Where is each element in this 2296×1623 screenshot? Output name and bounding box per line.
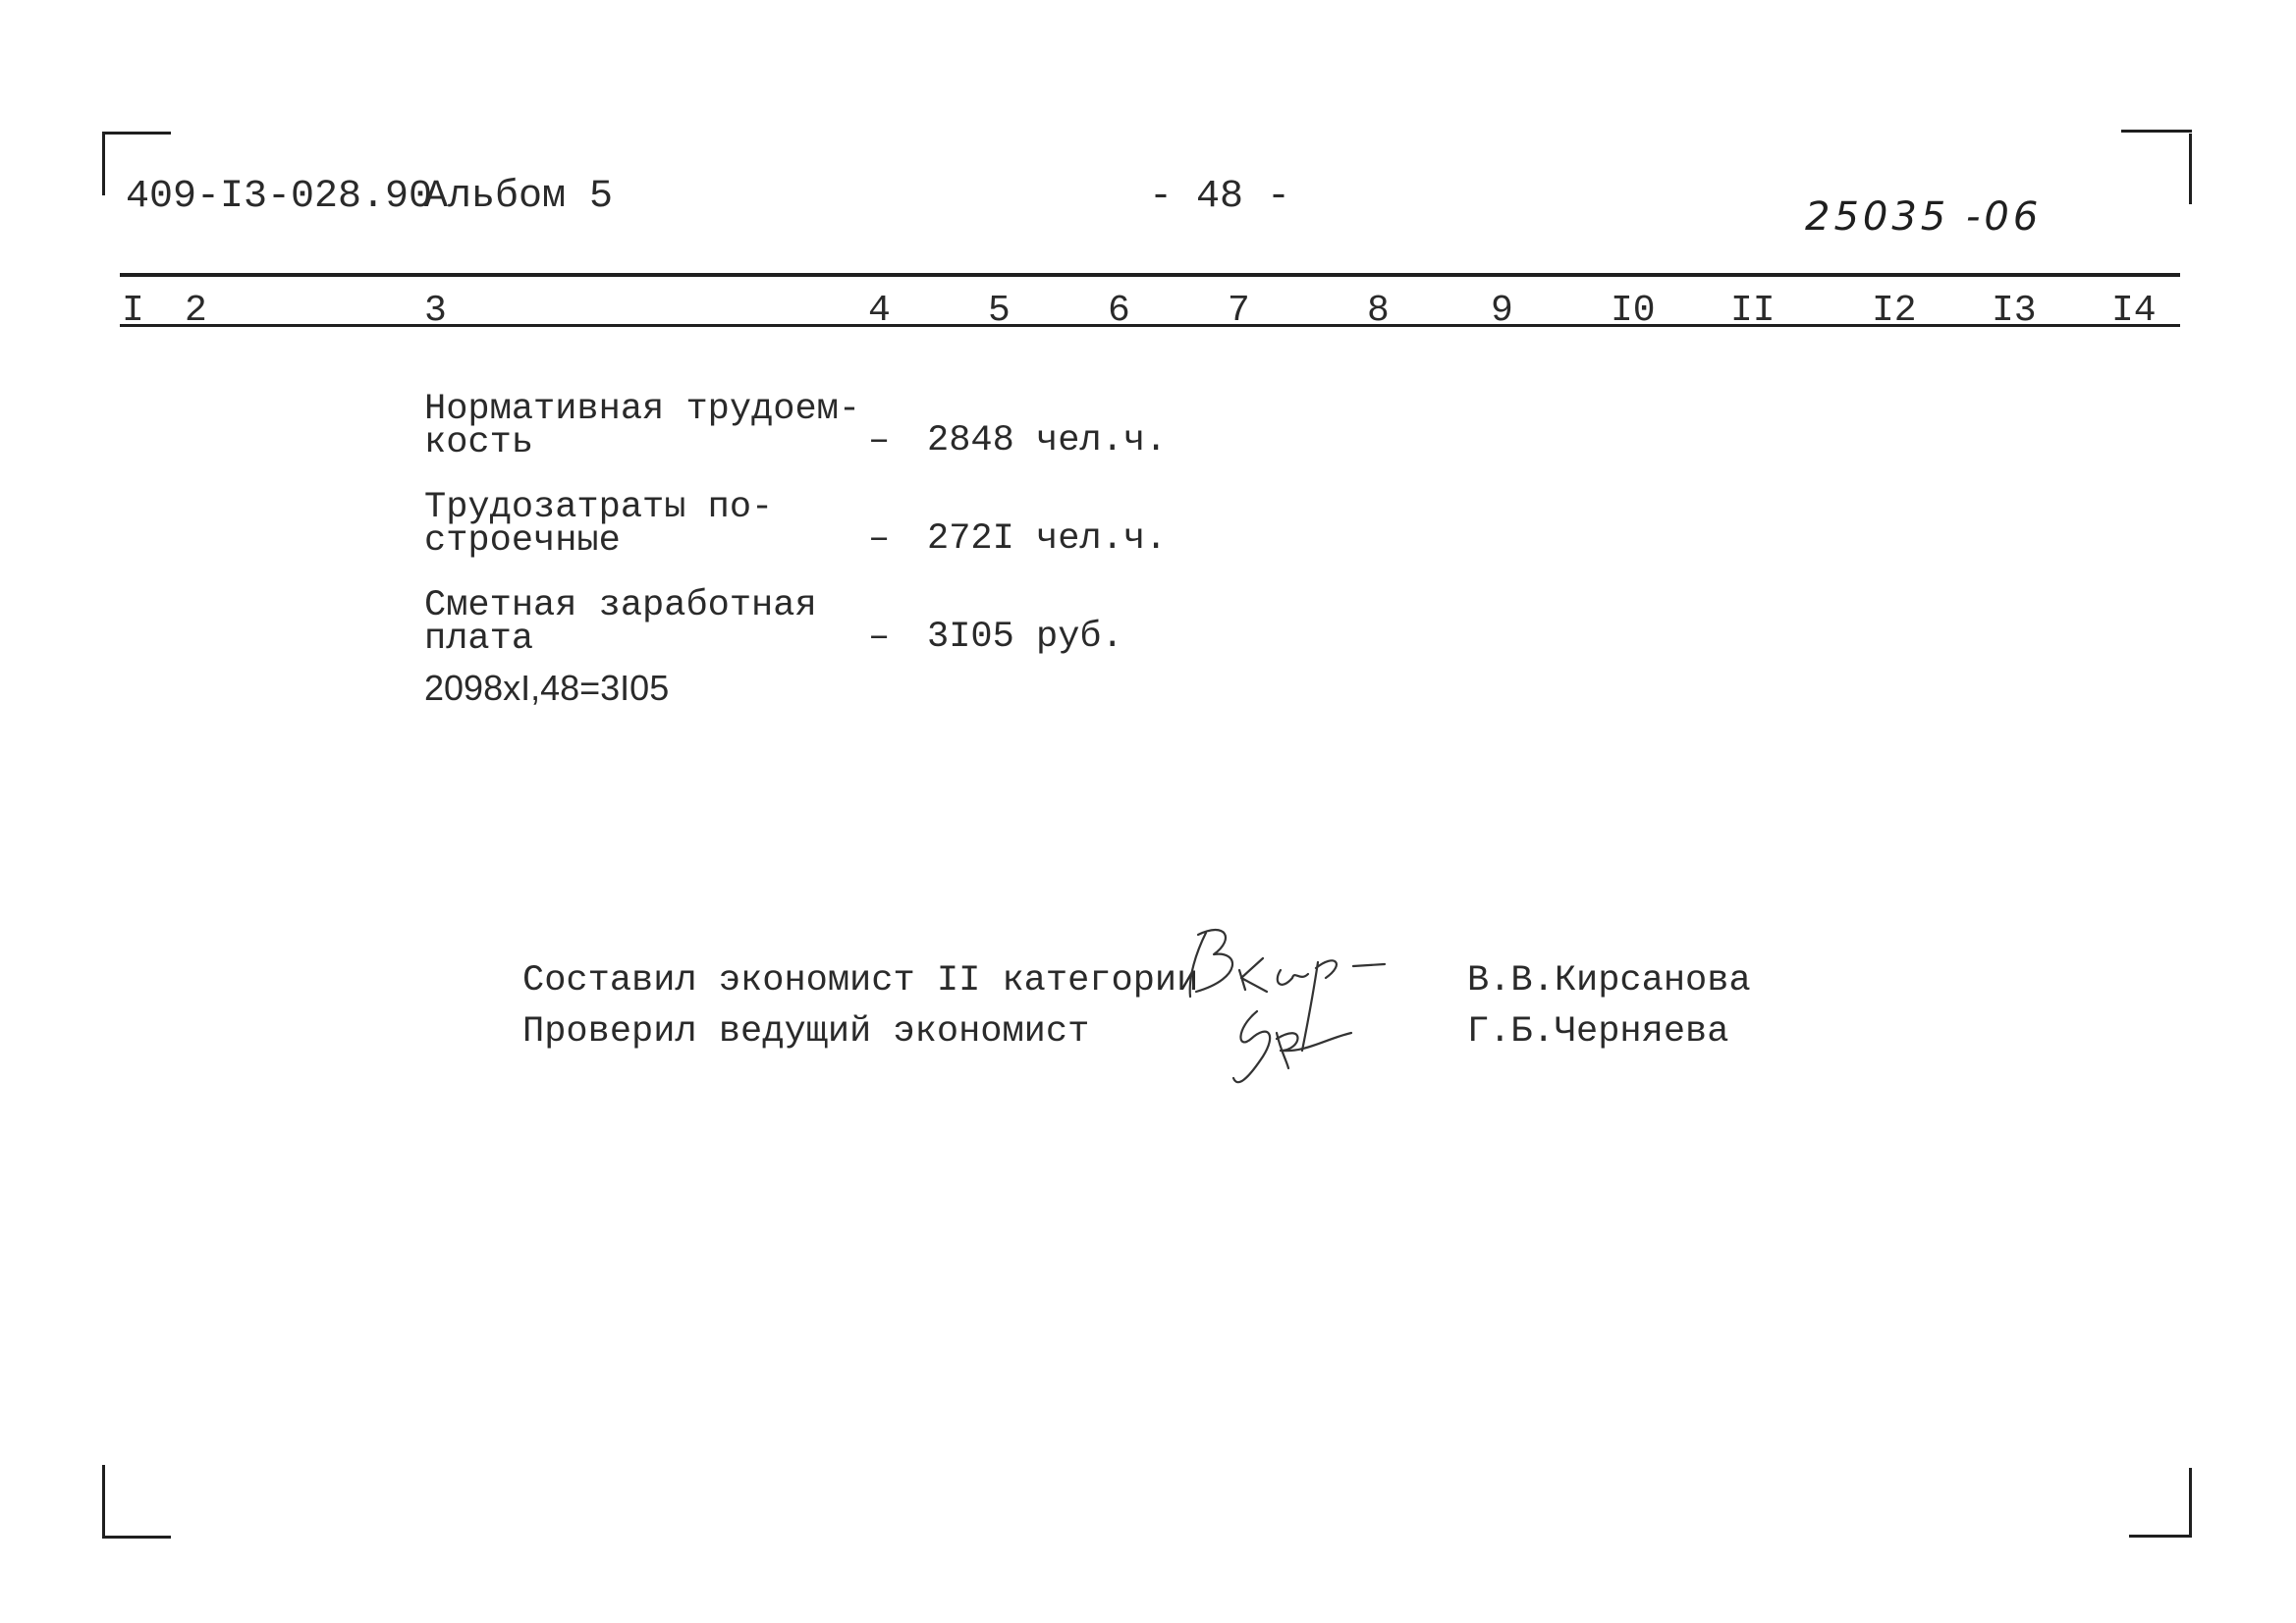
item-dash: – (868, 617, 891, 658)
crop-mark-bottom-right-h (2129, 1535, 2192, 1538)
column-number: 9 (1491, 290, 1513, 332)
column-number: I (122, 290, 144, 332)
column-number: 6 (1108, 290, 1130, 332)
item-label (424, 487, 774, 562)
handwritten-signature-icon (1178, 913, 1434, 1109)
signature-role: Составил экономист II категории (522, 960, 1199, 1001)
item-label-line: Трудозатраты по- (424, 487, 774, 528)
column-number: 5 (988, 290, 1011, 332)
sheet-number: 25035 -06 (1805, 194, 2043, 240)
signature-role: Проверил ведущий экономист (522, 1011, 1090, 1053)
item-label-line: кость (424, 422, 534, 463)
item-label-line: плата (424, 619, 534, 660)
column-number: II (1730, 290, 1776, 332)
album-label: Альбом 5 (424, 175, 614, 219)
doc-code: 409-I3-028.90 (126, 175, 433, 219)
crop-mark-bottom-right-v (2189, 1468, 2192, 1535)
column-number: 3 (424, 290, 447, 332)
item-label-line: Нормативная трудоем- (424, 389, 861, 430)
crop-mark-top-right-h (2121, 130, 2192, 133)
column-number: 4 (868, 290, 891, 332)
crop-mark-top-left-v (102, 135, 105, 195)
page-number: - 48 - (1149, 175, 1291, 219)
item-label (424, 585, 817, 660)
crop-mark-bottom-left-v (102, 1465, 105, 1536)
item-value: 3I05 руб. (927, 617, 1123, 658)
signature-name: В.В.Кирсанова (1467, 960, 1751, 1001)
formula: 2098хI,48=3I05 (424, 668, 670, 708)
signature-name: Г.Б.Черняева (1467, 1011, 1729, 1053)
column-number: 7 (1228, 290, 1250, 332)
item-value: 272I чел.ч. (927, 518, 1168, 560)
crop-mark-bottom-left-h (102, 1536, 171, 1539)
crop-mark-top-right-v (2189, 134, 2192, 204)
crop-mark-top-left-h (102, 132, 171, 135)
item-dash: – (868, 518, 891, 560)
item-value: 2848 чел.ч. (927, 420, 1168, 461)
column-number: I0 (1611, 290, 1656, 332)
item-dash: – (868, 420, 891, 461)
item-label-line: строечные (424, 520, 621, 562)
column-number: I4 (2111, 290, 2157, 332)
column-number: 2 (185, 290, 207, 332)
table-rule-top (120, 273, 2180, 277)
column-number: 8 (1367, 290, 1390, 332)
item-label (424, 389, 861, 463)
column-number: I2 (1872, 290, 1917, 332)
column-number: I3 (1992, 290, 2037, 332)
item-label-line: Сметная заработная (424, 585, 817, 626)
